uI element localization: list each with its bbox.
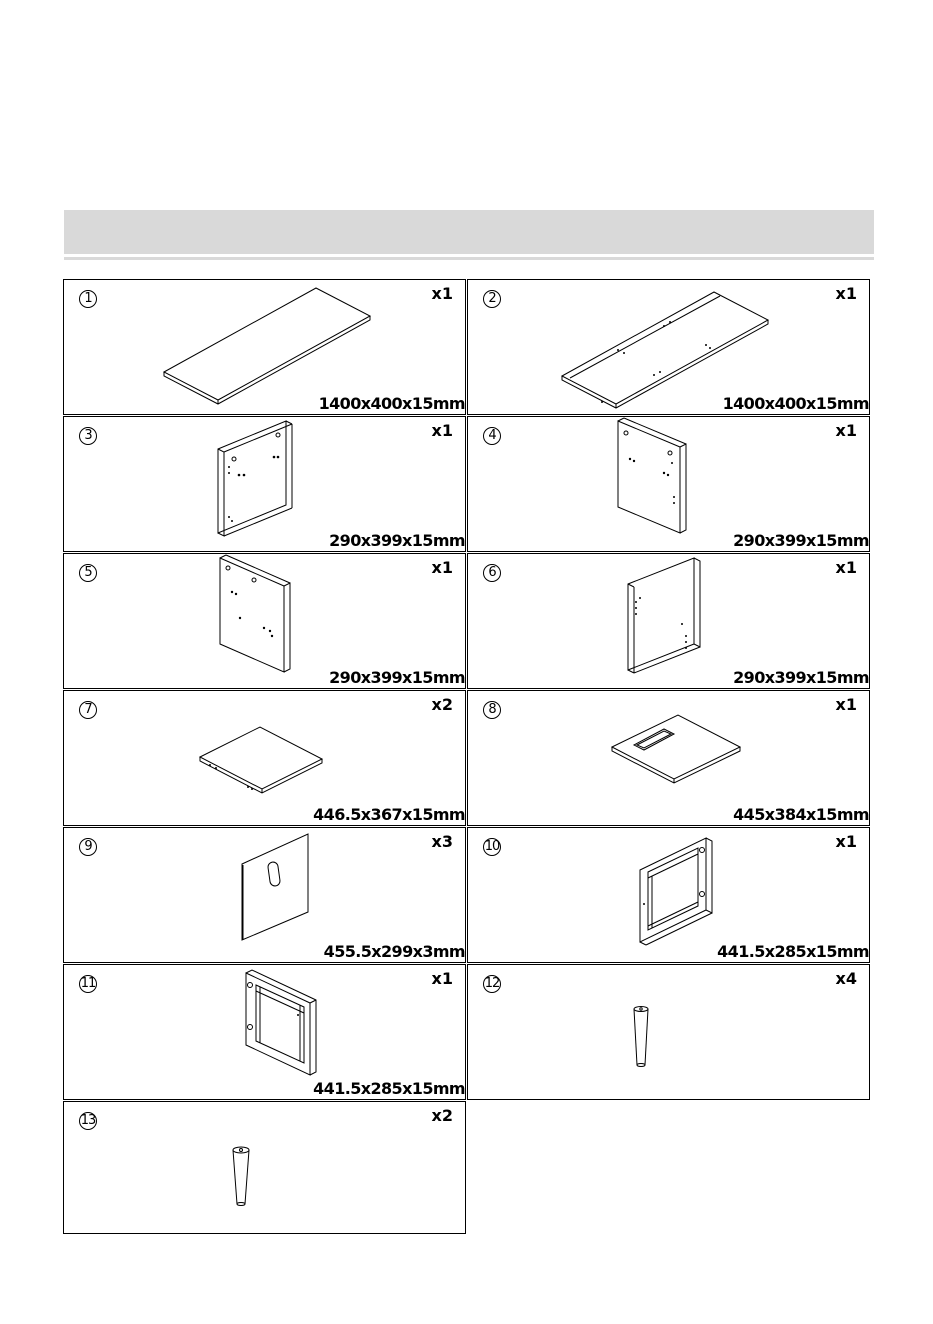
part-quantity: x2 [431, 1106, 453, 1125]
part-dimensions: 445x384x15mm [733, 805, 869, 824]
part-cell-4 [467, 416, 870, 552]
part-cell-7 [63, 690, 466, 826]
part-dimensions: 441.5x285x15mm [313, 1079, 465, 1098]
part-cell-11 [63, 964, 466, 1100]
part-dimensions: 290x399x15mm [329, 531, 465, 550]
header-band [64, 210, 874, 254]
part-quantity: x1 [835, 421, 857, 440]
part-dimensions: 446.5x367x15mm [313, 805, 465, 824]
part-quantity: x1 [431, 284, 453, 303]
part-cell-8 [467, 690, 870, 826]
part-cell-13 [63, 1101, 466, 1234]
part-dimensions: 290x399x15mm [329, 668, 465, 687]
part-number: 11 [80, 976, 96, 991]
part-dimensions: 290x399x15mm [733, 531, 869, 550]
part-number: 5 [79, 564, 97, 582]
part-number: 13 [80, 1113, 96, 1128]
part-number: 8 [483, 701, 501, 719]
part-quantity: x1 [431, 969, 453, 988]
part-quantity: x1 [835, 284, 857, 303]
part-dimensions: 441.5x285x15mm [717, 942, 869, 961]
part-number: 2 [483, 290, 501, 308]
part-number: 1 [79, 290, 97, 308]
part-quantity: x1 [835, 695, 857, 714]
part-quantity: x1 [431, 558, 453, 577]
part-cell-9 [63, 827, 466, 963]
tapered-leg-icon [468, 965, 871, 1101]
part-cell-3 [63, 416, 466, 552]
part-quantity: x2 [431, 695, 453, 714]
part-number: 4 [483, 427, 501, 445]
part-number: 9 [79, 838, 97, 856]
part-number: 3 [79, 427, 97, 445]
parts-grid [63, 279, 871, 1234]
part-number: 10 [484, 839, 500, 854]
part-cell-10 [467, 827, 870, 963]
part-number: 12 [484, 976, 500, 991]
part-cell-2 [467, 279, 870, 415]
part-quantity: x1 [835, 558, 857, 577]
part-quantity: x3 [431, 832, 453, 851]
part-dimensions: 1400x400x15mm [318, 394, 465, 413]
part-dimensions: 455.5x299x3mm [323, 942, 465, 961]
part-quantity: x1 [835, 832, 857, 851]
tapered-leg-icon [64, 1102, 467, 1235]
part-number: 6 [483, 564, 501, 582]
header-rule [64, 257, 874, 260]
part-cell-5 [63, 553, 466, 689]
part-dimensions: 290x399x15mm [733, 668, 869, 687]
part-cell-12 [467, 964, 870, 1100]
part-quantity: x4 [835, 969, 857, 988]
part-number: 7 [79, 701, 97, 719]
part-cell-6 [467, 553, 870, 689]
part-dimensions: 1400x400x15mm [722, 394, 869, 413]
part-quantity: x1 [431, 421, 453, 440]
part-cell-1 [63, 279, 466, 415]
